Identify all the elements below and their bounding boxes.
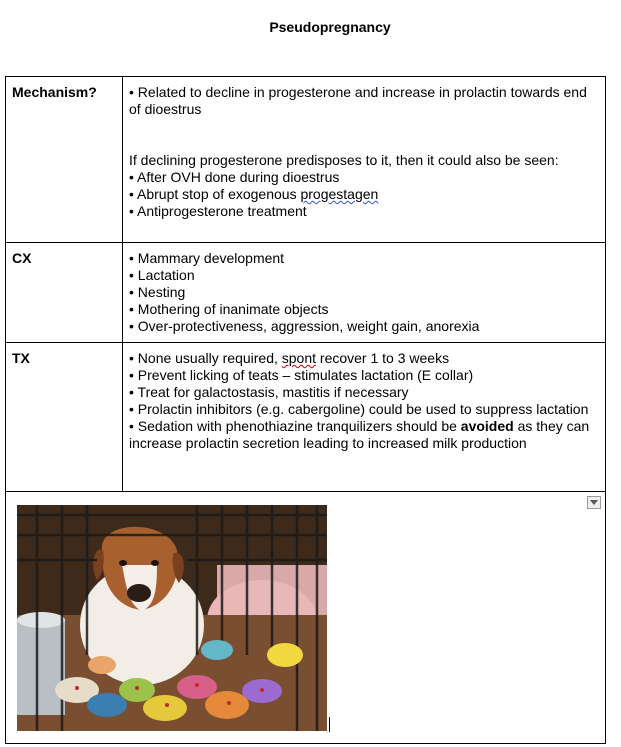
cx-bullet: • Over-protectiveness, aggression, weight gain, anorexia xyxy=(129,318,480,334)
text-cursor xyxy=(329,717,330,732)
cx-bullet: • Mothering of inanimate objects xyxy=(129,301,329,317)
row-label-mechanism[interactable]: Mechanism? xyxy=(6,77,123,243)
mechanism-bullet: • After OVH done during dioestrus xyxy=(129,169,340,185)
cx-bullet: • Mammary development xyxy=(129,250,285,266)
cx-bullet: • Lactation xyxy=(129,267,195,283)
mechanism-line: • Related to decline in progesterone and increase in prolactin towards end of dioestrus xyxy=(129,84,587,117)
mechanism-intro: If declining progesterone predisposes to it, then it could also be seen: xyxy=(129,152,559,168)
image-cell[interactable] xyxy=(6,492,606,744)
tx-bullet xyxy=(129,350,599,367)
emphasis-text: avoided xyxy=(460,418,514,434)
tx-bullet: • Treat for galactostasis, mastitis if necessary xyxy=(129,384,409,400)
dog-photo[interactable] xyxy=(17,505,327,731)
tx-bullet xyxy=(129,418,599,452)
spelling-flagged-word[interactable]: spont xyxy=(281,350,317,366)
grammar-flagged-word[interactable]: progestagen xyxy=(300,186,379,202)
tx-bullet-text: • None usually required, xyxy=(129,350,282,366)
table-row-image xyxy=(6,492,606,744)
row-label-tx[interactable]: TX xyxy=(6,343,123,492)
chevron-down-icon xyxy=(590,500,598,505)
mechanism-bullet xyxy=(129,186,599,203)
page-title: Pseudopregnancy xyxy=(269,19,391,35)
cx-bullet: • Nesting xyxy=(129,284,186,300)
mechanism-bullet-text: • Abrupt stop of exogenous xyxy=(129,186,301,202)
table-row-tx xyxy=(6,343,606,492)
tx-bullet: • Prolactin inhibitors (e.g. cabergoline) could be used to suppress lactation xyxy=(129,401,589,417)
row-content-mechanism[interactable] xyxy=(123,77,606,243)
tx-bullet: • Prevent licking of teats – stimulates lactation (E collar) xyxy=(129,367,474,383)
table-row-mechanism xyxy=(6,77,606,243)
row-label-cx[interactable]: CX xyxy=(6,243,123,343)
row-content-tx[interactable] xyxy=(123,343,606,492)
tx-bullet-text: recover 1 to 3 weeks xyxy=(316,350,450,366)
dropdown-button[interactable] xyxy=(587,496,601,509)
row-content-cx[interactable] xyxy=(123,243,606,343)
mechanism-bullet: • Antiprogesterone treatment xyxy=(129,203,307,219)
content-table xyxy=(5,76,606,744)
tx-bullet-text: • Sedation with phenothiazine tranquilizers should be xyxy=(129,418,461,434)
tx-bullet-text: as they can increase prolactin secretion leading to increased milk production xyxy=(129,418,590,451)
table-row-cx xyxy=(6,243,606,343)
